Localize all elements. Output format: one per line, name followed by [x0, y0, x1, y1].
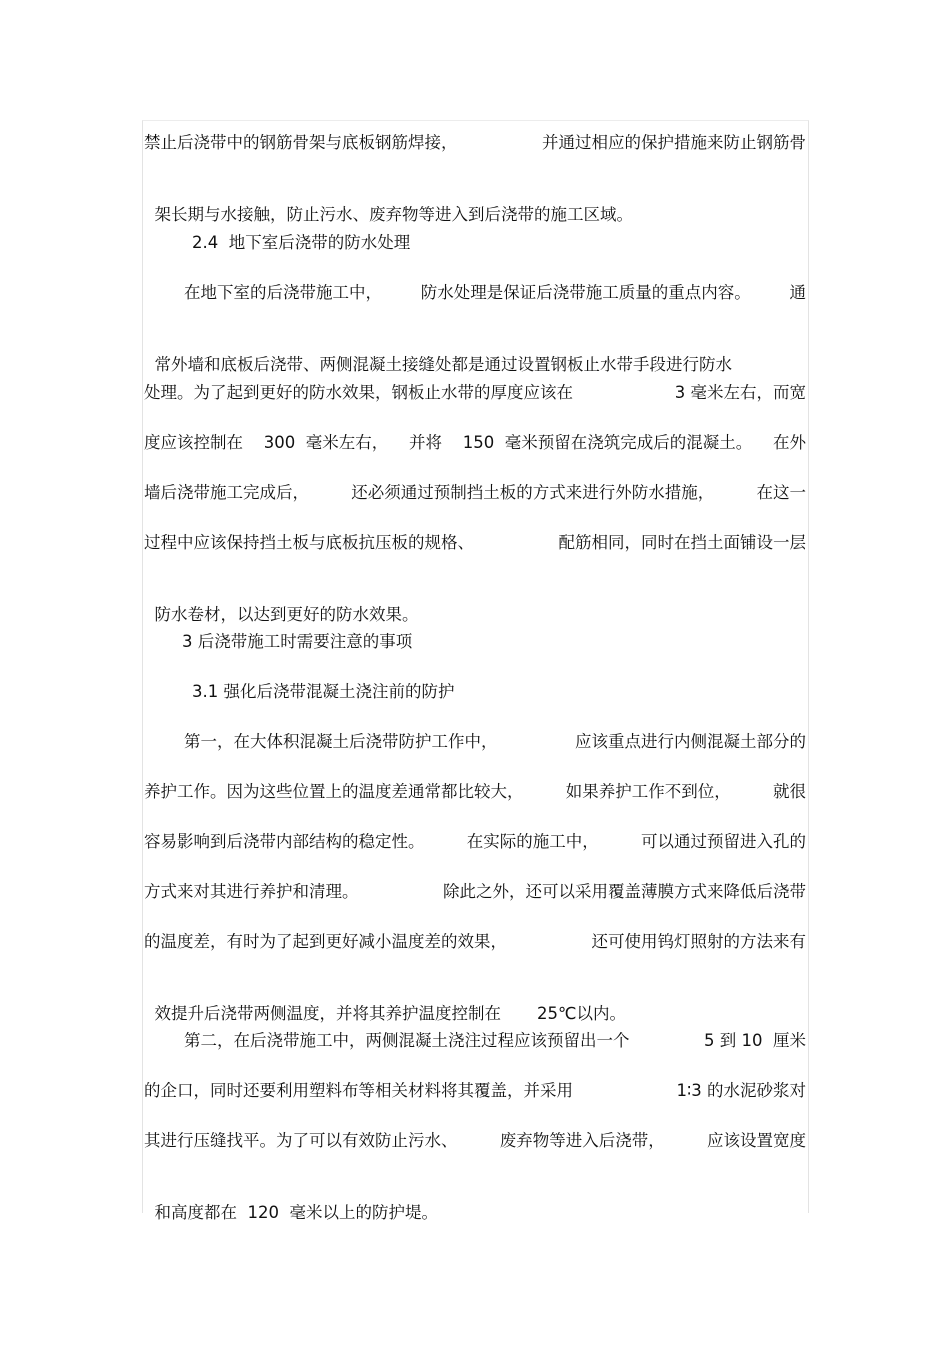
text-segment: 第二，在后浇带施工中，两侧混凝土浇注过程应该预留出一个: [184, 1031, 630, 1050]
text-segment: 1∶3 的水泥砂浆对: [676, 1081, 806, 1100]
text-line: [144, 1180, 806, 1222]
text-segment: 禁止后浇带中的钢筋骨架与底板钢筋焊接，: [144, 133, 458, 152]
text-segment: 应该重点进行内侧混凝土部分的: [575, 732, 806, 751]
section-heading: 3 后浇带施工时需要注意的事项: [182, 632, 413, 651]
text-line: [144, 981, 806, 1023]
text-segment: 在外: [772, 433, 806, 452]
text-line: [144, 582, 806, 624]
text-line: [144, 182, 806, 224]
text-segment: 除此之外，还可以采用覆盖薄膜方式来降低后浇带: [443, 882, 806, 901]
text-segment: 的企口，同时还要利用塑料布等相关材料将其覆盖，并采用: [144, 1081, 573, 1100]
text-segment: 就很: [773, 782, 806, 801]
section-heading: 2.4 地下室后浇带的防水处理: [192, 233, 411, 252]
text-segment: 度应该控制在: [144, 433, 243, 452]
text-line: [144, 731, 806, 753]
text-segment: 过程中应该保持挡土板与底板抗压板的规格、: [144, 533, 474, 552]
text-segment: 通: [789, 283, 806, 302]
text-line: [144, 482, 806, 504]
text-segment: 架长期与水接触，防止污水、废弃物等进入到后浇带的施工区域。: [154, 205, 633, 224]
text-line: [144, 1030, 806, 1052]
text-line: [144, 282, 806, 304]
text-segment: 应该设置宽度: [707, 1131, 806, 1150]
text-segment: 还必须通过预制挡土板的方式来进行外防水措施，: [351, 483, 715, 502]
text-segment: 150 毫米预留在浇筑完成后的混凝土。: [462, 433, 753, 452]
text-segment: 的温度差，有时为了起到更好减小温度差的效果，: [144, 932, 507, 951]
text-segment: 防水处理是保证后浇带施工质量的重点内容。: [420, 283, 751, 302]
text-segment: 如果养护工作不到位，: [565, 782, 731, 801]
text-segment: 防水卷材，以达到更好的防水效果。: [154, 605, 419, 624]
text-line: [144, 382, 806, 404]
text-segment: 25℃以内。: [537, 1004, 627, 1023]
text-segment: 常外墙和底板后浇带、两侧混凝土接缝处都是通过设置钢板止水带手段进行防水: [154, 355, 732, 374]
text-segment: 可以通过预留进入孔的: [641, 832, 806, 851]
text-segment: 配筋相同，同时在挡土面铺设一层: [558, 533, 806, 552]
text-segment: 废弃物等进入后浇带，: [499, 1131, 665, 1150]
text-line: [144, 432, 806, 454]
text-segment: 处理。为了起到更好的防水效果，钢板止水带的厚度应该在: [144, 383, 573, 402]
text-segment: 效提升后浇带两侧温度，并将其养护温度控制在: [154, 1004, 501, 1023]
text-line: [144, 781, 806, 803]
text-segment: 方式来对其进行养护和清理。: [144, 882, 359, 901]
text-segment: 在地下室的后浇带施工中，: [184, 283, 382, 302]
text-segment: 养护工作。因为这些位置上的温度差通常都比较大，: [144, 782, 524, 801]
text-segment: 第一，在大体积混凝土后浇带防护工作中，: [184, 732, 498, 751]
text-segment: 在实际的施工中，: [466, 832, 599, 851]
text-segment: 容易影响到后浇带内部结构的稳定性。: [144, 832, 425, 851]
text-segment: 5 到 10 厘米: [704, 1031, 806, 1050]
text-line: [144, 931, 806, 953]
text-line: [144, 532, 806, 554]
text-segment: 和高度都在 120 毫米以上的防护堤。: [154, 1203, 438, 1222]
text-segment: 3 毫米左右，而宽: [674, 383, 806, 402]
text-line: [144, 1080, 806, 1102]
text-segment: 并将: [408, 433, 442, 452]
text-line: [144, 132, 806, 154]
subsection-heading: 3.1 强化后浇带混凝土浇注前的防护: [192, 682, 455, 701]
text-line: [144, 332, 806, 374]
text-segment: 并通过相应的保护措施来防止钢筋骨: [542, 133, 806, 152]
text-segment: 300 毫米左右，: [263, 433, 389, 452]
text-segment: 还可使用钨灯照射的方法来有: [591, 932, 806, 951]
text-segment: 墙后浇带施工完成后，: [144, 483, 309, 502]
text-line: [144, 881, 806, 903]
text-line: [144, 1130, 806, 1152]
text-segment: 在这一: [756, 483, 806, 502]
text-line: [144, 831, 806, 853]
text-segment: 其进行压缝找平。为了可以有效防止污水、: [144, 1131, 458, 1150]
